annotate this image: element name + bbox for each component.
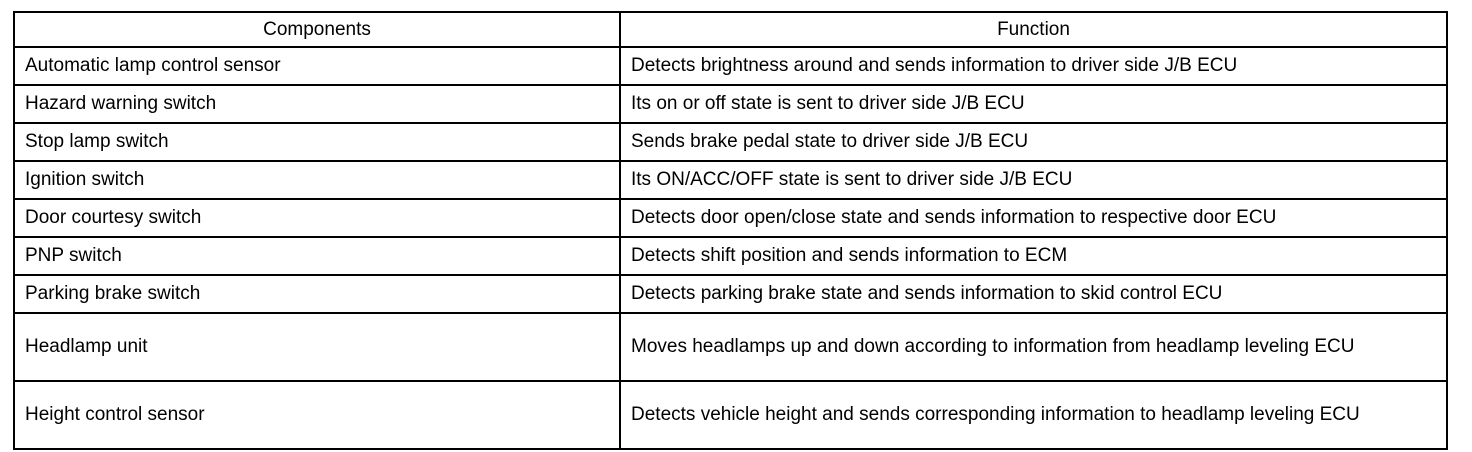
function-cell: Its ON/ACC/OFF state is sent to driver side J/B ECU <box>620 161 1447 199</box>
function-cell: Moves headlamps up and down according to information from headlamp leveling ECU <box>620 313 1447 381</box>
function-cell: Detects shift position and sends information to ECM <box>620 237 1447 275</box>
components-function-table <box>13 11 1448 450</box>
component-cell: Parking brake switch <box>14 275 620 313</box>
function-cell: Sends brake pedal state to driver side J/B ECU <box>620 123 1447 161</box>
component-cell: Automatic lamp control sensor <box>14 47 620 85</box>
function-cell: Detects brightness around and sends information to driver side J/B ECU <box>620 47 1447 85</box>
function-cell: Detects parking brake state and sends information to skid control ECU <box>620 275 1447 313</box>
table-row <box>14 199 1447 237</box>
component-cell: Hazard warning switch <box>14 85 620 123</box>
table-row <box>14 47 1447 85</box>
component-cell: Stop lamp switch <box>14 123 620 161</box>
table-row <box>14 123 1447 161</box>
table-header-row <box>14 12 1447 47</box>
component-cell: Headlamp unit <box>14 313 620 381</box>
table-row <box>14 237 1447 275</box>
function-cell: Its on or off state is sent to driver side J/B ECU <box>620 85 1447 123</box>
header-components: Components <box>14 12 620 47</box>
function-cell: Detects door open/close state and sends information to respective door ECU <box>620 199 1447 237</box>
table-row <box>14 275 1447 313</box>
table-row <box>14 161 1447 199</box>
table-row <box>14 381 1447 449</box>
component-cell: Height control sensor <box>14 381 620 449</box>
table-row <box>14 313 1447 381</box>
table-row <box>14 85 1447 123</box>
function-cell: Detects vehicle height and sends corresponding information to headlamp leveling ECU <box>620 381 1447 449</box>
component-cell: PNP switch <box>14 237 620 275</box>
components-function-table-wrapper <box>13 11 1446 450</box>
component-cell: Door courtesy switch <box>14 199 620 237</box>
header-function: Function <box>620 12 1447 47</box>
component-cell: Ignition switch <box>14 161 620 199</box>
